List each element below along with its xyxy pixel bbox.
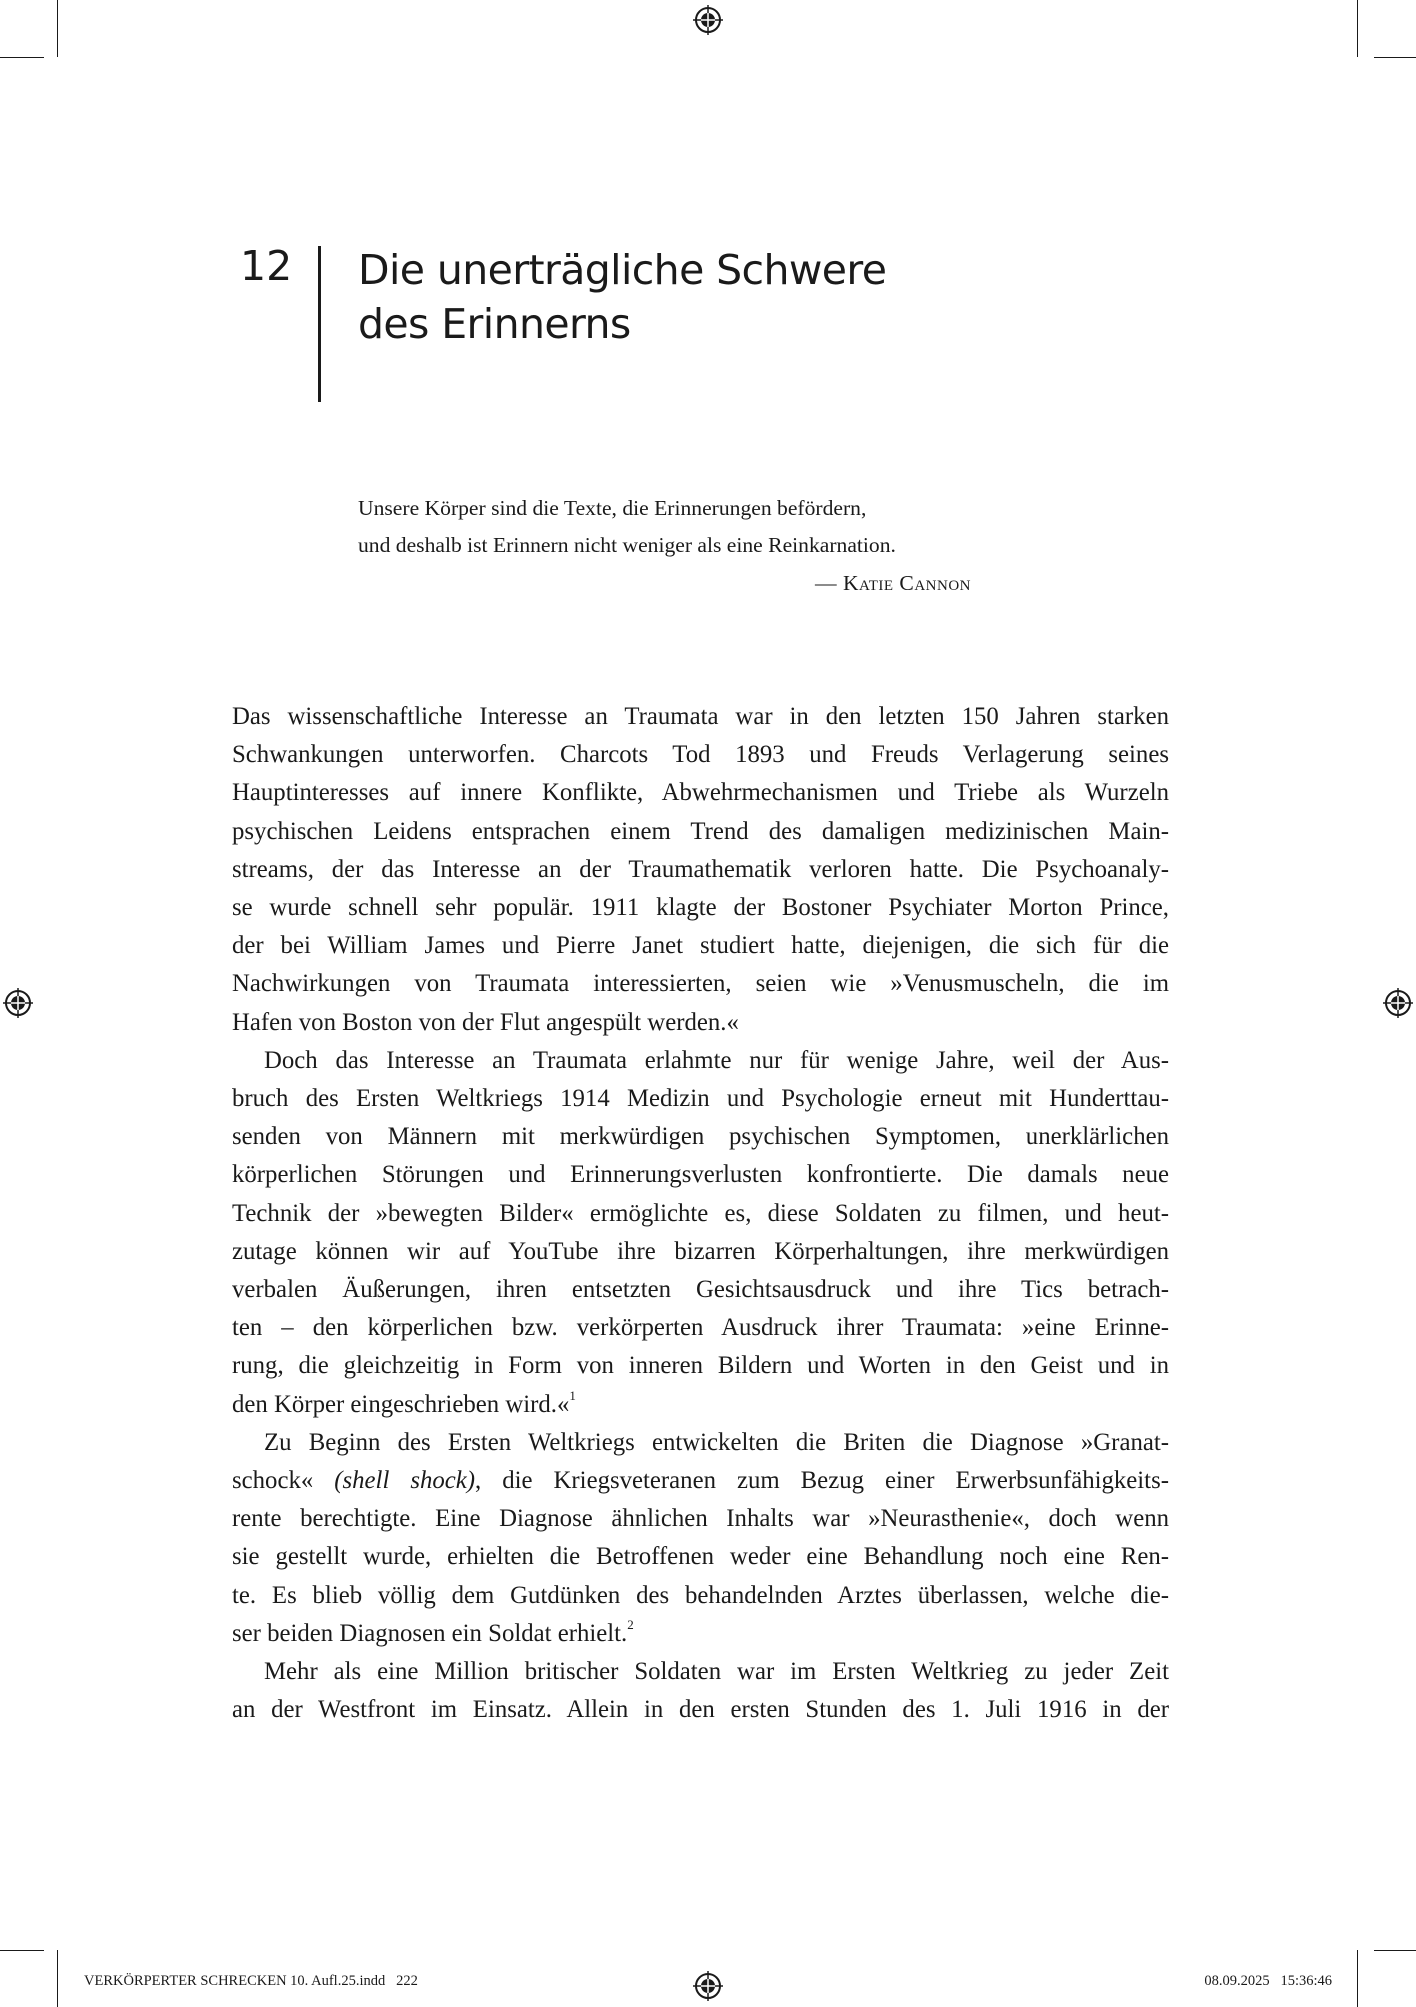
body-line: Technik der »bewegten Bilder« ermöglichte es, diese Soldaten zu filmen, und heut- bbox=[232, 1199, 1169, 1227]
body-line: der bei William James und Pierre Janet studiert hatte, diejenigen, die sich für die bbox=[232, 932, 1169, 960]
print-slug-timestamp: 08.09.2025 15:36:46 bbox=[1204, 1973, 1332, 1989]
registration-mark-right-icon bbox=[1383, 988, 1413, 1018]
crop-mark-bottom-right-horizontal bbox=[1374, 1950, 1416, 1951]
body-text bbox=[232, 698, 1169, 1729]
body-line: streams, der das Interesse an der Traumathematik verloren hatte. Die Psychoanaly- bbox=[232, 855, 1169, 883]
body-line: Nachwirkungen von Traumata interessierten, seien wie »Venusmuscheln, die im bbox=[232, 970, 1169, 998]
crop-mark-top-right-horizontal bbox=[1374, 57, 1416, 58]
body-line: psychischen Leidens entsprachen einem Trend des damaligen medizinischen Main- bbox=[232, 817, 1169, 845]
registration-mark-top-icon bbox=[693, 5, 723, 35]
chapter-title bbox=[358, 243, 998, 351]
body-line: Zu Beginn des Ersten Weltkriegs entwickelten die Briten die Diagnose »Granat- bbox=[264, 1428, 1169, 1456]
epigraph-line: Unsere Körper sind die Texte, die Erinnerungen befördern, bbox=[358, 496, 867, 520]
body-line: schock« (shell shock), die Kriegsveteranen zum Bezug einer Erwerbsunfähigkeits- bbox=[232, 1467, 1169, 1495]
crop-mark-top-left-vertical bbox=[57, 0, 58, 57]
body-line: Mehr als eine Million britischer Soldaten war im Ersten Weltkrieg zu jeder Zeit bbox=[264, 1658, 1169, 1686]
epigraph-author: — Katie Cannon bbox=[814, 571, 971, 595]
body-line: zutage können wir auf YouTube ihre bizarren Körperhaltungen, ihre merkwürdigen bbox=[232, 1237, 1169, 1265]
body-line: an der Westfront im Einsatz. Allein in den ersten Stunden des 1. Juli 1916 in der bbox=[232, 1696, 1169, 1724]
body-line: se wurde schnell sehr populär. 1911 klagte der Bostoner Psychiater Morton Prince, bbox=[232, 894, 1169, 922]
registration-mark-left-icon bbox=[3, 988, 33, 1018]
print-slug-filename: VERKÖRPERTER SCHRECKEN 10. Aufl.25.indd 222 bbox=[84, 1973, 418, 1989]
crop-mark-bottom-left-horizontal bbox=[0, 1950, 44, 1951]
body-line: den Körper eingeschrieben wird.«$^1$ bbox=[232, 1387, 576, 1418]
registration-mark-bottom-icon bbox=[693, 1971, 723, 2001]
body-line: senden von Männern mit merkwürdigen psychischen Symptomen, unerklärlichen bbox=[232, 1123, 1169, 1151]
body-line: verbalen Äußerungen, ihren entsetzten Gesichtsausdruck und ihre Tics betrach- bbox=[232, 1276, 1169, 1304]
body-paragraph bbox=[232, 698, 1169, 1042]
chapter-heading-rule bbox=[318, 246, 321, 402]
body-line: Doch das Interesse an Traumata erlahmte nur für wenige Jahre, weil der Aus- bbox=[264, 1046, 1169, 1074]
body-line: Hauptinteresses auf innere Konflikte, Abwehrmechanismen und Triebe als Wurzeln bbox=[232, 779, 1169, 807]
body-line: Hafen von Boston von der Flut angespült werden.« bbox=[232, 1008, 739, 1036]
chapter-number: 12 bbox=[240, 242, 293, 290]
body-line: rente berechtigte. Eine Diagnose ähnlichen Inhalts war »Neurasthenie«, doch wenn bbox=[232, 1505, 1169, 1533]
chapter-title-line: des Erinnerns bbox=[358, 300, 631, 348]
footnote-reference[interactable]: 2 bbox=[627, 1616, 634, 1632]
footnote-reference[interactable]: 1 bbox=[569, 1387, 576, 1403]
body-line: ten – den körperlichen bzw. verkörperten Ausdruck ihrer Traumata: »eine Erinne- bbox=[232, 1314, 1169, 1342]
body-line: te. Es blieb völlig dem Gutdünken des behandelnden Arztes überlassen, welche die- bbox=[232, 1581, 1169, 1609]
body-line: körperlichen Störungen und Erinnerungsverlusten konfrontierte. Die damals neue bbox=[232, 1161, 1169, 1189]
body-line: sie gestellt wurde, erhielten die Betroffenen weder eine Behandlung noch eine Ren- bbox=[232, 1543, 1169, 1571]
body-paragraph bbox=[232, 1042, 1169, 1424]
epigraph-quote bbox=[358, 490, 978, 564]
epigraph-line: und deshalb ist Erinnern nicht weniger als eine Reinkarnation. bbox=[358, 533, 896, 557]
crop-mark-bottom-left-vertical bbox=[57, 1950, 58, 2007]
crop-mark-top-left-horizontal bbox=[0, 57, 44, 58]
emphasis-term: (shell shock) bbox=[334, 1467, 476, 1495]
body-line: Schwankungen unterworfen. Charcots Tod 1893 und Freuds Verlagerung seines bbox=[232, 741, 1169, 769]
chapter-title-line: Die unerträgliche Schwere bbox=[358, 246, 887, 294]
body-line: rung, die gleichzeitig in Form von inneren Bildern und Worten in den Geist und in bbox=[232, 1352, 1169, 1380]
body-line: Das wissenschaftliche Interesse an Traumata war in den letzten 150 Jahren starken bbox=[232, 703, 1169, 730]
crop-mark-top-right-vertical bbox=[1357, 0, 1358, 57]
body-paragraph bbox=[232, 1653, 1169, 1729]
body-paragraph bbox=[232, 1424, 1169, 1653]
body-line: ser beiden Diagnosen ein Soldat erhielt.$^2$ bbox=[232, 1616, 634, 1647]
crop-mark-bottom-right-vertical bbox=[1357, 1950, 1358, 2007]
body-line: bruch des Ersten Weltkriegs 1914 Medizin und Psychologie erneut mit Hunderttau- bbox=[232, 1085, 1169, 1113]
